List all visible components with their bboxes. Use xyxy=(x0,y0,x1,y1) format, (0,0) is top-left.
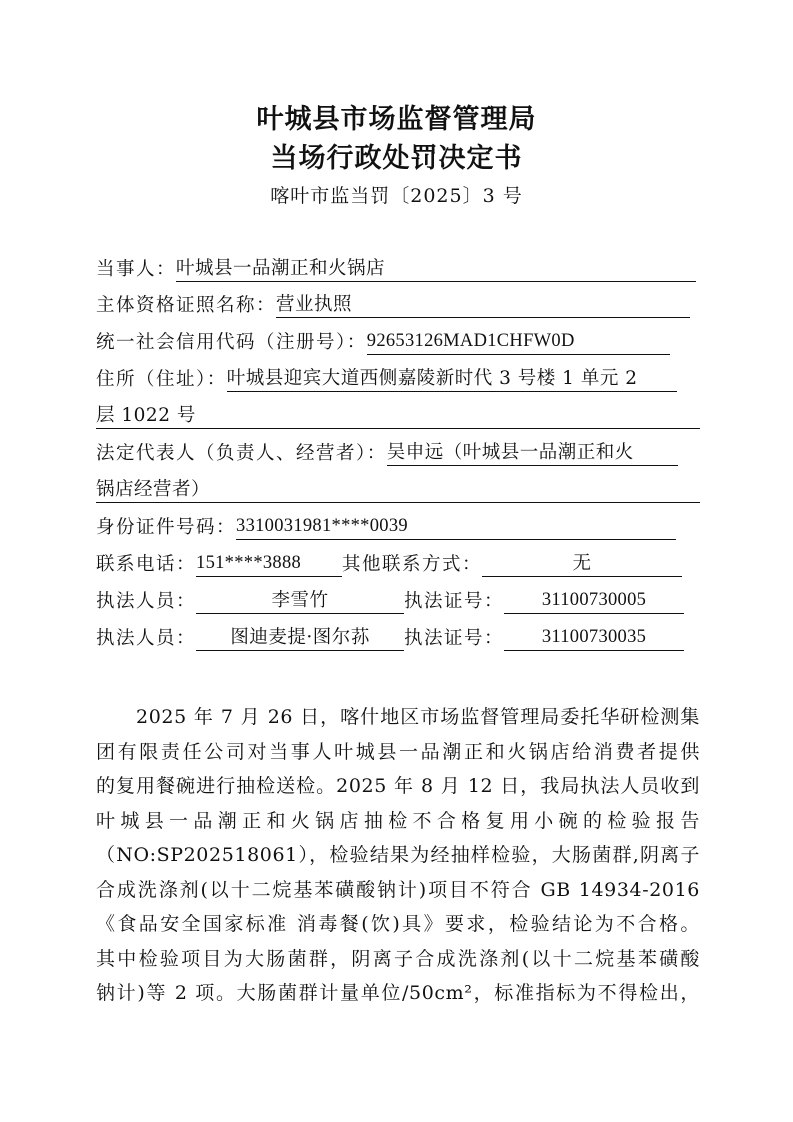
document-number: 喀叶市监当罚〔2025〕3 号 xyxy=(270,185,523,207)
body-line: 的复用餐碗进行抽检送检。2025 年 8 月 12 日，我局执法人员收到 xyxy=(96,775,700,797)
address-label: 住所（住址）： xyxy=(96,369,227,390)
cert-name-label: 主体资格证照名称： xyxy=(96,295,277,316)
party-row xyxy=(96,256,696,284)
address-row-cont xyxy=(96,403,700,431)
other-contact-label: 其他联系方式： xyxy=(342,554,483,575)
body-line: （NO:SP202518061），检验结果为经抽样检验，大肠菌群,阴离子 xyxy=(96,844,700,866)
legal-rep-value-line1: 吴申远（叶城县一品潮正和火 xyxy=(387,440,678,466)
body-line: 2025 年 7 月 26 日，喀什地区市场监督管理局委托华研检测集 xyxy=(96,706,700,728)
cert-name-row xyxy=(96,292,690,320)
document-title: 当场行政处罚决定书 xyxy=(270,143,523,174)
credit-code-row xyxy=(96,329,670,357)
address-value-line1: 叶城县迎宾大道西侧嘉陵新时代 3 号楼 1 单元 2 xyxy=(227,366,677,392)
legal-rep-label: 法定代表人（负责人、经营者）： xyxy=(96,443,387,464)
officer1-row xyxy=(96,588,684,616)
agency-title: 叶城县市场监督管理局 xyxy=(256,104,537,135)
officer1-cert-label: 执法证号： xyxy=(404,591,505,612)
body-line: 钠计)等 2 项。大肠菌群计量单位/50cm²，标准指标为不得检出， xyxy=(96,982,700,1004)
address-value-line2: 层 1022 号 xyxy=(96,403,700,429)
officer2-row xyxy=(96,625,684,653)
legal-rep-row xyxy=(96,440,678,468)
credit-code-value: 92653126MAD1CHFW0D xyxy=(367,329,670,355)
officer2-cert-no: 31100730035 xyxy=(504,625,684,651)
body-line: 《食品安全国家标准 消毒餐(饮)具》要求，检验结论为不合格。 xyxy=(96,913,700,935)
body-line: 叶城县一品潮正和火锅店抽检不合格复用小碗的检验报告 xyxy=(96,809,700,832)
contact-row xyxy=(96,551,682,579)
address-row xyxy=(96,366,677,394)
officer1-label: 执法人员： xyxy=(96,591,197,612)
id-row xyxy=(96,514,676,542)
legal-rep-row-cont xyxy=(96,477,700,505)
legal-rep-value-line2: 锅店经营者） xyxy=(96,477,700,503)
other-contact-value: 无 xyxy=(482,551,682,577)
officer2-label: 执法人员： xyxy=(96,628,197,649)
officer1-cert-no: 31100730005 xyxy=(504,588,684,614)
body-line: 合成洗涤剂(以十二烷基苯磺酸钠计)项目不符合 GB 14934-2016 xyxy=(96,878,700,901)
phone-value: 151****3888 xyxy=(196,551,342,577)
body-paragraph xyxy=(96,700,700,1011)
body-line: 其中检验项目为大肠菌群，阴离子合成洗涤剂(以十二烷基苯磺酸 xyxy=(96,947,700,970)
body-line: 团有限责任公司对当事人叶城县一品潮正和火锅店给消费者提供 xyxy=(96,740,700,763)
id-label: 身份证件号码： xyxy=(96,517,237,538)
credit-code-label: 统一社会信用代码（注册号）： xyxy=(96,332,367,353)
officer2-name: 图迪麦提·图尔荪 xyxy=(196,625,404,651)
officer2-cert-label: 执法证号： xyxy=(404,628,505,649)
party-value: 叶城县一品潮正和火锅店 xyxy=(176,256,696,282)
cert-name-value: 营业执照 xyxy=(276,292,690,318)
phone-label: 联系电话： xyxy=(96,554,197,575)
officer1-name: 李雪竹 xyxy=(196,588,404,614)
id-value: 3310031981****0039 xyxy=(236,514,676,540)
party-label: 当事人： xyxy=(96,259,177,280)
